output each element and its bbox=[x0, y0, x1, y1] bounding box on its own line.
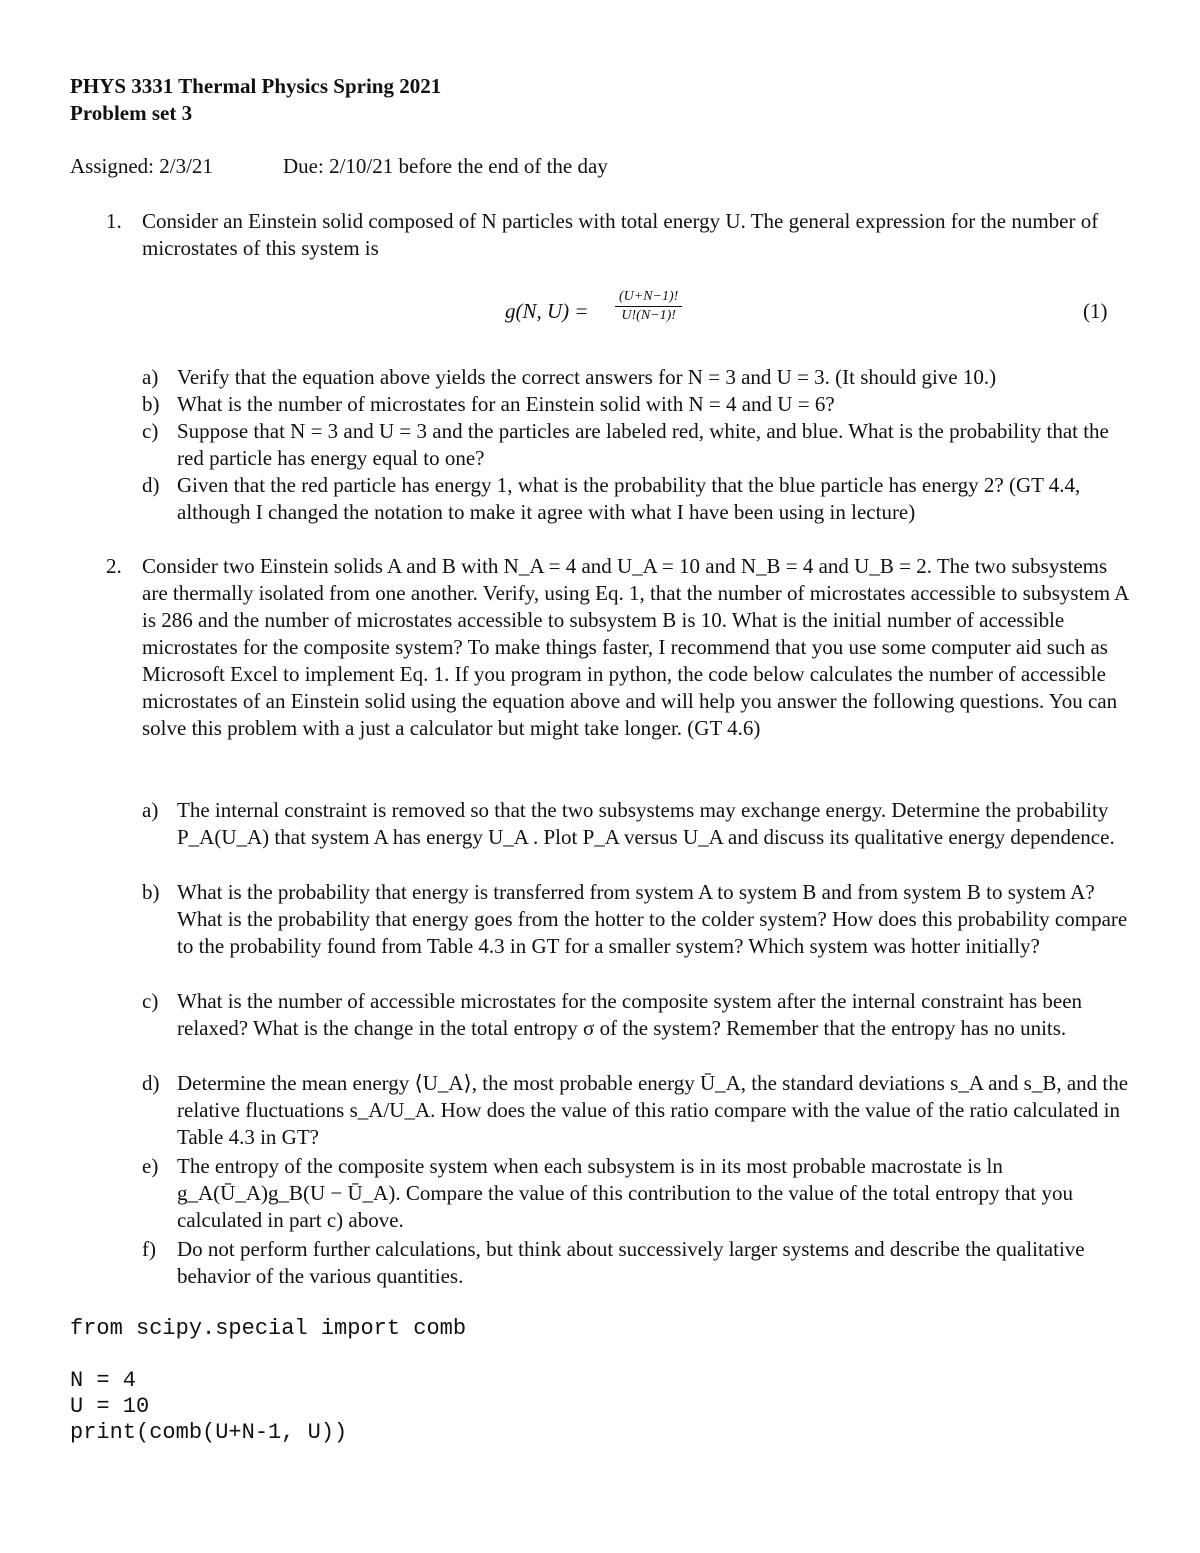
equation-denominator: U!(N−1)! bbox=[621, 308, 676, 323]
part-text: Given that the red particle has energy 1, what is the probability that the blue particle has energy 2? (GT 4.4, although I changed the notation to make it agree with what I have been using in lecture) bbox=[177, 473, 1081, 524]
part-label: d) bbox=[142, 473, 160, 497]
part-text: What is the number of accessible microstates for the composite system after the internal constraint has been relaxed? What is the change in the total entropy σ of the system? Remember that the entropy has no units. bbox=[177, 989, 1083, 1040]
document-header bbox=[70, 73, 441, 127]
question-number: 2. bbox=[106, 554, 122, 578]
equation-numerator: (U+N−1)! bbox=[615, 288, 682, 307]
part-label: d) bbox=[142, 1071, 160, 1095]
part-label: a) bbox=[142, 798, 159, 822]
question-number: 1. bbox=[106, 209, 122, 233]
part-text: What is the number of microstates for an Einstein solid with N = 4 and U = 6? bbox=[177, 392, 835, 416]
equation-fraction bbox=[615, 288, 682, 325]
due-date: Due: 2/10/21 before the end of the day bbox=[283, 154, 608, 178]
part-label: b) bbox=[142, 880, 160, 904]
part-text: What is the probability that energy is transferred from system A to system B and from system B to system A? What is the probability that energy goes from the hotter to the colder system? How does this probability compare to the probability found from Table 4.3 in GT for a smaller system? Which system was hotter initially? bbox=[177, 880, 1128, 958]
question-text: Consider two Einstein solids A and B with N_A = 4 and U_A = 10 and N_B = 4 and U_B = 2. The two subsystems are thermally isolated from one another. Verify, using Eq. 1, that the number of microstates accessible to subsystem A is 286 and the number of microstates accessible to subsystem B is 10. What is the initial number of accessible microstates for the composite system? To make things faster, I recommend that you use some computer aid such as Microsoft Excel to implement Eq. 1. If you program in python, the code below calculates the number of accessible microstates of an Einstein solid using the equation above and will help you answer the following questions. You can solve this problem with a just a calculator but might take longer. (GT 4.6) bbox=[142, 554, 1129, 740]
part-text: Verify that the equation above yields the correct answers for N = 3 and U = 3. (It should give 10.) bbox=[177, 365, 997, 389]
part-label: c) bbox=[142, 419, 159, 443]
part-label: a) bbox=[142, 365, 159, 389]
part-text: Determine the mean energy ⟨U_A⟩, the most probable energy Ū_A, the standard deviations s_A and s_B, and the relative fluctuations s_A/U_A. How does the value of this ratio compare with the value of the ratio calculated in Table 4.3 in GT? bbox=[177, 1071, 1129, 1149]
part-text: Do not perform further calculations, but think about successively larger systems and describe the qualitative behavior of the various quantities. bbox=[177, 1237, 1085, 1288]
question-text: Consider an Einstein solid composed of N particles with total energy U. The general expression for the number of microstates of this system is bbox=[142, 209, 1099, 260]
equation-lhs: g(N, U) = bbox=[505, 299, 589, 323]
problem-set-title: Problem set 3 bbox=[70, 101, 193, 125]
course-title: PHYS 3331 Thermal Physics Spring 2021 bbox=[70, 74, 442, 98]
equation-label: (1) bbox=[1083, 299, 1108, 323]
part-text: The entropy of the composite system when each subsystem is in its most probable macrostate is ln g_A(Ū_A)g_B(U − Ū_A). Compare the value of this contribution to the value of the total entropy that you calculated in part c) above. bbox=[177, 1154, 1073, 1232]
equation-1 bbox=[0, 288, 1200, 338]
part-label: e) bbox=[142, 1154, 159, 1178]
part-label: f) bbox=[142, 1237, 156, 1261]
assigned-date: Assigned: 2/3/21 bbox=[70, 154, 213, 178]
part-text: Suppose that N = 3 and U = 3 and the particles are labeled red, white, and blue. What is the probability that the red particle has energy equal to one? bbox=[177, 419, 1109, 470]
python-code-block: from scipy.special import comb N = 4 U = 10 print(comb(U+N-1, U)) bbox=[70, 1316, 467, 1445]
dates-line bbox=[70, 153, 608, 180]
part-text: The internal constraint is removed so that the two subsystems may exchange energy. Determine the probability P_A(U_A) that system A has energy U_A . Plot P_A versus U_A and discuss its qualitative energy dependence. bbox=[177, 798, 1115, 849]
part-label: b) bbox=[142, 392, 160, 416]
part-label: c) bbox=[142, 989, 159, 1013]
